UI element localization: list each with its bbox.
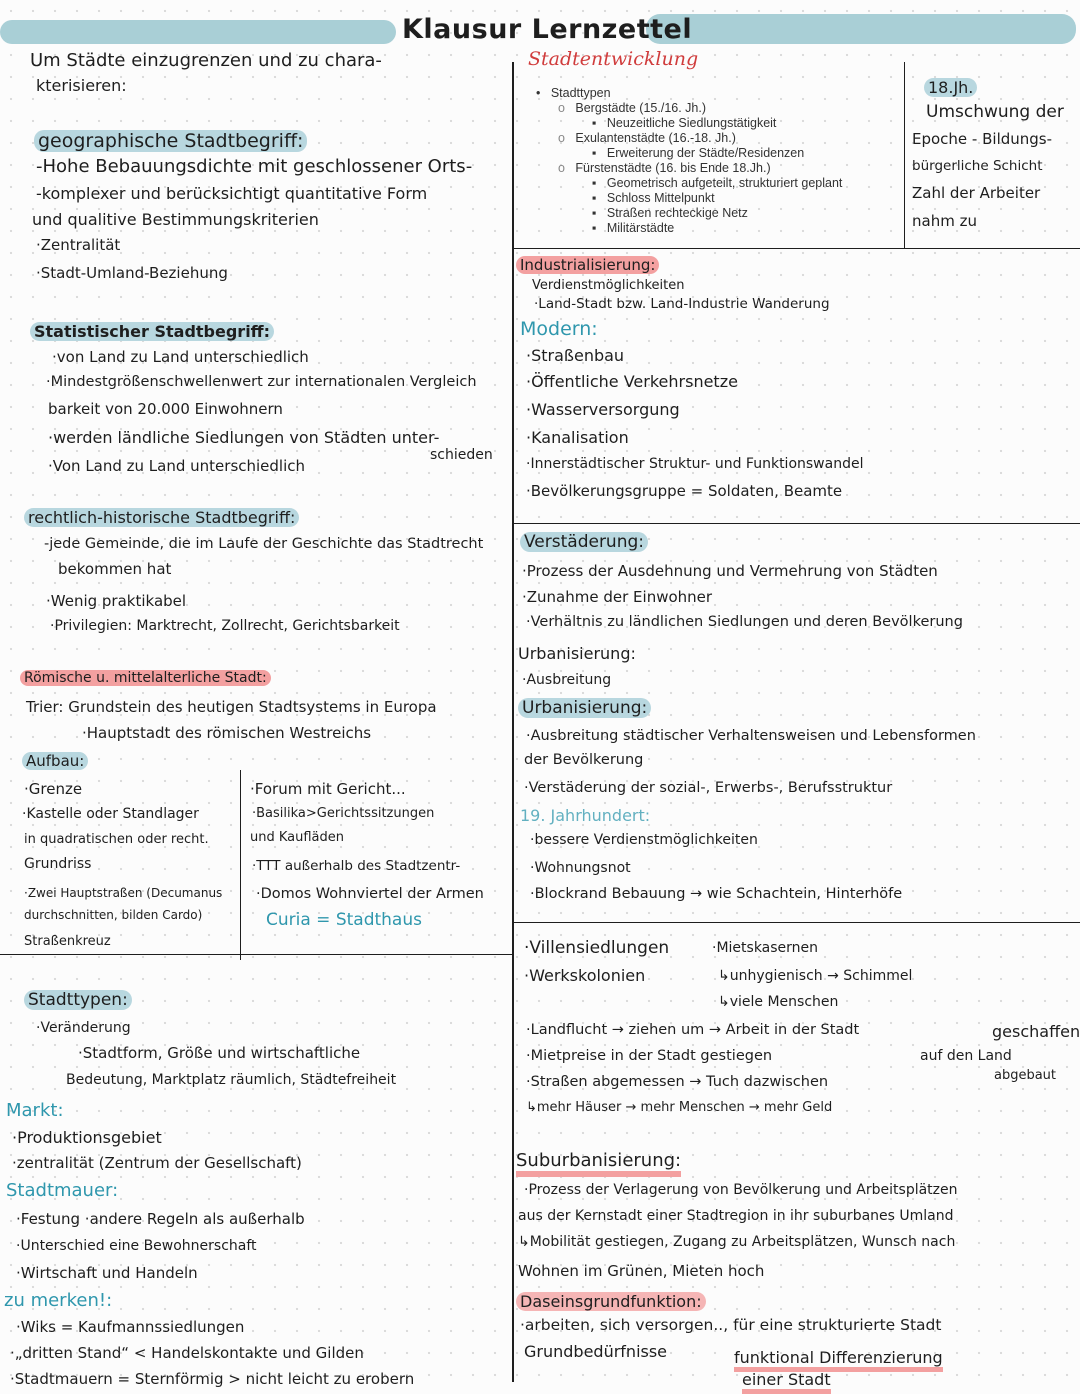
top-right-hline: [514, 248, 1080, 249]
jh19-heading: 19. Jahrhundert:: [520, 806, 651, 825]
sub-line-2: aus der Kernstadt einer Stadtregion in ihr suburbanes Umland: [518, 1208, 954, 1224]
geo-heading: [34, 130, 307, 152]
jh18-heading-text: 18.Jh.: [924, 78, 977, 97]
typed-item: ▪ Erweiterung der Städte/Residenzen: [592, 146, 805, 160]
typed-item: ▪ Geometrisch aufgeteilt, strukturiert geplant: [592, 176, 843, 190]
aufbau-divider: [240, 770, 241, 960]
geo-line-2: -komplexer und berücksichtigt quantitative Form: [36, 184, 428, 203]
top-right-divider: [904, 62, 905, 248]
aufbau-left-7: Straßenkreuz: [24, 934, 111, 949]
verst-line-3: ·Verhältnis zu ländlichen Siedlungen und deren Bevölkerung: [526, 614, 963, 630]
stat-heading-text: Statistischer Stadtbegriff:: [30, 322, 274, 341]
mauer-heading: Stadtmauer:: [6, 1180, 119, 1201]
urban-line-3: ·Verstäderung der sozial-, Erwerbs-, Berufsstruktur: [524, 780, 893, 796]
aufbau-right-4: ·TTT außerhalb des Stadtzentr-: [252, 858, 461, 874]
aufbau-left-3: in quadratischen oder recht.: [24, 832, 209, 847]
verst-line-5: ·Ausbreitung: [522, 672, 612, 688]
func-diff-line-1-text: funktional Differenzierung: [734, 1348, 943, 1372]
recht-line-3: ·Wenig praktikabel: [46, 592, 187, 610]
intro-line-2: kterisieren:: [36, 76, 127, 95]
jh19-line-1: ·bessere Verdienstmöglichkeiten: [530, 832, 758, 848]
page-title: Klausur Lernzettel: [402, 14, 693, 45]
indu-line-1: Verdienstmöglichkeiten: [532, 278, 685, 293]
markt-line-1: ·Produktionsgebiet: [12, 1128, 162, 1147]
merken-line-3: ·Stadtmauern = Sternförmig > nicht leicht zu erobern: [10, 1370, 415, 1388]
main-column-divider: [512, 62, 514, 1382]
stat-line-2: ·Mindestgrößenschwellenwert zur internationalen Vergleich: [46, 374, 477, 390]
flucht-right-2: auf den Land: [920, 1048, 1012, 1064]
daseins-line-1: ·arbeiten, sich versorgen.., für eine strukturierte Stadt: [520, 1316, 942, 1334]
urban-line-1: ·Ausbreitung städtischer Verhaltensweisen und Lebensformen: [526, 728, 976, 744]
rom-heading: [20, 670, 271, 686]
modern-line-2: ·Öffentliche Verkehrsnetze: [526, 372, 738, 391]
indu-heading: [516, 256, 659, 274]
indu-line-2: ·Land-Stadt bzw. Land-Industrie Wanderung: [534, 296, 830, 312]
recht-line-4: ·Privilegien: Marktrecht, Zollrecht, Gerichtsbarkeit: [50, 618, 400, 634]
modern-line-1: ·Straßenbau: [526, 346, 625, 365]
aufbau-right-5: ·Domos Wohnviertel der Armen: [256, 886, 484, 902]
modern-line-5: ·Innerstädtischer Struktur- und Funktionswandel: [526, 456, 864, 472]
aufbau-left-6: durchschnitten, bilden Cardo): [24, 908, 203, 922]
flucht-right-1: geschaffen: [992, 1022, 1080, 1041]
typen-line-1: ·Veränderung: [36, 1020, 131, 1036]
sub-heading: [516, 1150, 681, 1171]
func-diff-line-2-text: einer Stadt: [742, 1370, 831, 1394]
jh18-line-2: Epoche - Bildungs-: [912, 130, 1053, 148]
verst-line-2: ·Zunahme der Einwohner: [522, 588, 713, 606]
flucht-right-3: abgebaut: [994, 1068, 1057, 1083]
recht-heading: [24, 508, 299, 527]
page-subtitle: Stadtentwicklung: [528, 48, 699, 70]
modern-line-4: ·Kanalisation: [526, 428, 629, 447]
flucht-line-1: ·Landflucht → ziehen um → Arbeit in der Stadt: [526, 1022, 860, 1038]
verst-line-4: Urbanisierung:: [518, 644, 636, 663]
stat-line-5: schieden: [430, 447, 493, 463]
villen-line-2: ·Werkskolonien: [524, 966, 646, 985]
typen-heading: [24, 990, 132, 1010]
rom-heading-text: Römische u. mittelalterliche Stadt:: [20, 670, 271, 686]
modern-line-6: ·Bevölkerungsgruppe = Soldaten, Beamte: [526, 482, 843, 500]
mauer-line-1: ·Festung ·andere Regeln als außerhalb: [16, 1210, 305, 1228]
sub-heading-text: Suburbanisierung:: [516, 1150, 681, 1177]
recht-heading-text: rechtlich-historische Stadtbegriff:: [24, 508, 299, 527]
aufbau-heading: [22, 752, 88, 770]
aufbau-right-2: ·Basilika>Gerichtssitzungen: [252, 806, 435, 821]
typed-item: o Bergstädte (15./16. Jh.): [558, 101, 707, 115]
verst-heading-text: Verstäderung:: [520, 532, 648, 552]
merken-heading: zu merken!:: [4, 1290, 113, 1311]
func-diff-line-2: [742, 1370, 831, 1389]
typed-item: ▪ Schloss Mittelpunkt: [592, 191, 715, 205]
typed-item: ▪ Straßen rechteckige Netz: [592, 206, 748, 220]
jh18-line-5: nahm zu: [912, 212, 977, 230]
recht-line-1: -jede Gemeinde, die im Laufe der Geschichte das Stadtrecht: [44, 536, 484, 552]
jh19-line-2: ·Wohnungsnot: [530, 860, 631, 876]
stat-line-4: ·werden ländliche Siedlungen von Städten unter-: [48, 428, 440, 447]
typed-item: • Stadttypen: [536, 86, 611, 100]
header-bar-left: [0, 20, 396, 44]
flucht-line-3: ·Straßen abgemessen → Tuch dazwischen: [526, 1074, 829, 1090]
markt-heading: Markt:: [6, 1100, 64, 1121]
stadttypen-typed-list: [536, 86, 842, 236]
recht-line-2: bekommen hat: [58, 560, 172, 578]
flucht-line-2: ·Mietpreise in der Stadt gestiegen: [526, 1048, 773, 1064]
jh18-line-1: Umschwung der: [926, 102, 1064, 122]
typed-item: ▪ Militärstädte: [592, 221, 675, 235]
villen-line-1: ·Villensiedlungen: [524, 938, 670, 958]
left-hline: [0, 954, 512, 955]
right-hline-verst: [514, 523, 1080, 524]
jh18-heading: [924, 78, 977, 97]
aufbau-left-2: ·Kastelle oder Standlager: [22, 806, 199, 822]
rom-line-1: Trier: Grundstein des heutigen Stadtsystems in Europa: [26, 698, 437, 716]
intro-line-1: Um Städte einzugrenzen und zu chara-: [30, 50, 382, 71]
daseins-heading-text: Daseinsgrundfunktion:: [516, 1292, 706, 1311]
geo-line-4: ·Zentralität: [36, 236, 121, 254]
mauer-line-2: ·Unterschied eine Bewohnerschaft: [16, 1238, 257, 1254]
aufbau-left-1: ·Grenze: [24, 780, 83, 798]
geo-line-5: ·Stadt-Umland-Beziehung: [36, 264, 228, 282]
verst-heading: [520, 532, 648, 552]
typed-item: o Fürstenstädte (16. bis Ende 18.Jh.): [558, 161, 771, 175]
daseins-line-2: Grundbedürfnisse: [524, 1342, 668, 1361]
flucht-line-4: ↳mehr Häuser → mehr Menschen → mehr Geld: [526, 1100, 833, 1115]
geo-heading-text: geographische Stadtbegriff:: [34, 130, 307, 152]
typen-line-3: Bedeutung, Marktplatz räumlich, Städtefreiheit: [66, 1072, 397, 1088]
jh19-line-3: ·Blockrand Bebauung → wie Schachtein, Hinterhöfe: [530, 886, 903, 902]
urban-heading-text: Urbanisierung:: [518, 698, 651, 718]
verst-line-1: ·Prozess der Ausdehnung und Vermehrung von Städten: [522, 562, 938, 580]
aufbau-right-1: ·Forum mit Gericht...: [250, 780, 406, 798]
typen-heading-text: Stadttypen:: [24, 990, 132, 1010]
aufbau-left-5: ·Zwei Hauptstraßen (Decumanus: [24, 886, 223, 900]
urban-line-2: der Bevölkerung: [524, 752, 644, 768]
mauer-line-3: ·Wirtschaft und Handeln: [16, 1264, 198, 1282]
sub-line-4: Wohnen im Grünen, Mieten hoch: [518, 1262, 765, 1280]
modern-heading: Modern:: [520, 318, 598, 340]
rom-line-2: ·Hauptstadt des römischen Westreichs: [82, 724, 372, 742]
right-hline-19jh: [514, 922, 1080, 923]
markt-line-2: ·zentralität (Zentrum der Gesellschaft): [12, 1154, 302, 1172]
header-bar-right: [646, 14, 1076, 44]
typen-line-2: ·Stadtform, Größe und wirtschaftliche: [78, 1044, 361, 1062]
typed-item: ▪ Neuzeitliche Siedlungstätigkeit: [592, 116, 777, 130]
urban-heading: [518, 698, 651, 718]
modern-line-3: ·Wasserversorgung: [526, 400, 680, 419]
aufbau-heading-text: Aufbau:: [22, 752, 88, 770]
aufbau-right-3: und Kaufläden: [250, 830, 345, 845]
sub-line-3: ↳Mobilität gestiegen, Zugang zu Arbeitsplätzen, Wunsch nach: [518, 1234, 956, 1250]
merken-line-1: ·Wiks = Kaufmannssiedlungen: [16, 1318, 245, 1336]
stat-line-1: ·von Land zu Land unterschiedlich: [52, 348, 309, 366]
stat-line-6: ·Von Land zu Land unterschiedlich: [48, 457, 306, 475]
geo-line-3: und qualitive Bestimmungskriterien: [32, 210, 319, 229]
merken-line-2: ·„dritten Stand“ < Handelskontakte und Gilden: [10, 1344, 364, 1362]
kasernen-line-3: ↳viele Menschen: [718, 994, 839, 1010]
indu-heading-text: Industrialisierung:: [516, 256, 659, 274]
typed-item: o Exulantenstädte (16.-18. Jh.): [558, 131, 736, 145]
func-diff-line-1: [734, 1348, 943, 1367]
jh18-line-3: bürgerliche Schicht: [912, 158, 1043, 174]
stat-heading: [30, 322, 274, 341]
geo-line-1: -Hohe Bebauungsdichte mit geschlossener Orts-: [36, 156, 473, 177]
aufbau-right-6: Curia = Stadthaus: [266, 910, 422, 930]
sub-line-1: ·Prozess der Verlagerung von Bevölkerung und Arbeitsplätzen: [524, 1182, 958, 1198]
daseins-heading: [516, 1292, 706, 1311]
jh18-line-4: Zahl der Arbeiter: [912, 184, 1041, 202]
aufbau-left-4: Grundriss: [24, 856, 92, 872]
kasernen-line-2: ↳unhygienisch → Schimmel: [718, 968, 913, 984]
stat-line-3: barkeit von 20.000 Einwohnern: [48, 400, 283, 418]
kasernen-line-1: ·Mietskasernen: [712, 940, 819, 956]
